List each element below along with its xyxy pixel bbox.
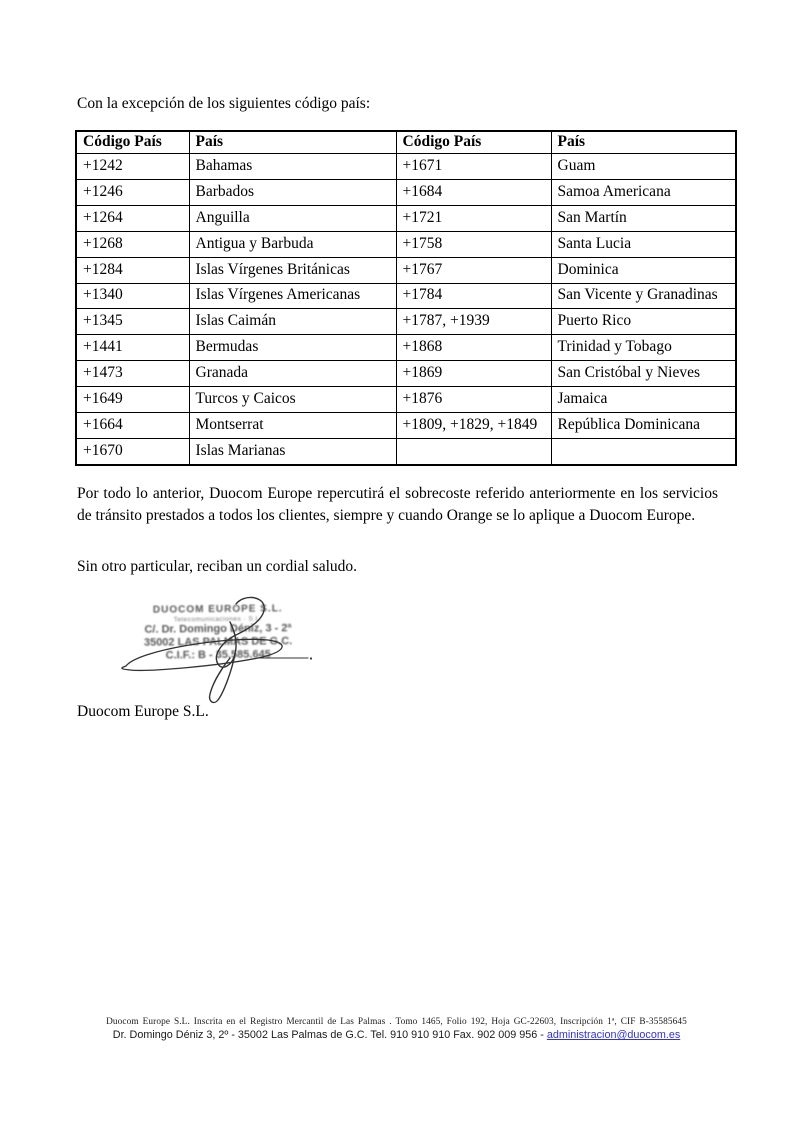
table-row xyxy=(76,335,736,361)
table-cell: Santa Lucia xyxy=(551,231,736,257)
table-cell: +1721 xyxy=(396,205,551,231)
footer-contact-text: Dr. Domingo Déniz 3, 2º - 35002 Las Palmas de G.C. Tel. 910 910 910 Fax. 902 009 956 - xyxy=(112,1029,547,1041)
table-row xyxy=(76,413,736,439)
table-cell: +1671 xyxy=(396,154,551,180)
stamp-subtitle-line: Telecomunicaciones · S.L. xyxy=(173,615,263,624)
table-cell: Trinidad y Tobago xyxy=(551,335,736,361)
table-row xyxy=(76,257,736,283)
table-cell: +1869 xyxy=(396,361,551,387)
table-cell: +1664 xyxy=(76,413,189,439)
table-cell: +1809, +1829, +1849 xyxy=(396,413,551,439)
table-cell: +1758 xyxy=(396,231,551,257)
table-row xyxy=(76,179,736,205)
table-cell: +1767 xyxy=(396,257,551,283)
stamp-cif-line: C.I.F.: B - 35.585.645 xyxy=(165,648,271,662)
footer-email-link[interactable]: administracion@duocom.es xyxy=(546,1029,681,1041)
signature-company-name: Duocom Europe S.L. xyxy=(77,703,209,720)
table-cell: +1787, +1939 xyxy=(396,309,551,335)
table-header-cell: País xyxy=(189,131,396,154)
table-cell: Islas Vírgenes Americanas xyxy=(189,283,396,309)
table-cell: +1876 xyxy=(396,387,551,413)
table-row xyxy=(76,131,736,154)
table-cell: +1649 xyxy=(76,387,189,413)
table-cell: San Cristóbal y Nieves xyxy=(551,361,736,387)
table-cell: Anguilla xyxy=(189,205,396,231)
table-cell: Turcos y Caicos xyxy=(189,387,396,413)
table-cell: +1784 xyxy=(396,283,551,309)
table-row xyxy=(76,154,736,180)
table-header-row xyxy=(76,131,736,154)
stamp-address-line: C/. Dr. Domingo Déniz, 3 - 2ª xyxy=(144,622,292,637)
stamp-city-line: 35002 LAS PALMAS DE G.C. xyxy=(143,635,293,650)
table-cell: +1242 xyxy=(76,154,189,180)
country-codes-table xyxy=(75,130,737,466)
table-body xyxy=(76,154,736,466)
table-row xyxy=(76,438,736,465)
table-cell: Islas Vírgenes Británicas xyxy=(189,257,396,283)
table-row xyxy=(76,309,736,335)
table-cell: Montserrat xyxy=(189,413,396,439)
table-cell: +1246 xyxy=(76,179,189,205)
table-cell: Jamaica xyxy=(551,387,736,413)
table-row xyxy=(76,283,736,309)
table-cell: Granada xyxy=(189,361,396,387)
table-cell: +1684 xyxy=(396,179,551,205)
table-cell: Islas Caimán xyxy=(189,309,396,335)
handwritten-signature xyxy=(108,592,318,707)
table-cell: San Martín xyxy=(551,205,736,231)
footer-contact-line xyxy=(0,1029,793,1041)
table-cell: +1441 xyxy=(76,335,189,361)
intro-line: Con la excepción de los siguientes código país: xyxy=(77,95,371,112)
table-cell xyxy=(551,438,736,465)
table-cell: +1868 xyxy=(396,335,551,361)
table-cell: Islas Marianas xyxy=(189,438,396,465)
table-cell: Guam xyxy=(551,154,736,180)
stamp-company-line: DUOCOM EUROPE S.L. xyxy=(152,603,283,616)
table-cell xyxy=(396,438,551,465)
table-cell: +1345 xyxy=(76,309,189,335)
table-cell: Antigua y Barbuda xyxy=(189,231,396,257)
table-cell: Puerto Rico xyxy=(551,309,736,335)
table-cell: Barbados xyxy=(189,179,396,205)
table-cell: +1264 xyxy=(76,205,189,231)
footer-registry-line: Duocom Europe S.L. Inscrita en el Registro Mercantil de Las Palmas . Tomo 1465, Folio 192, Hoja GC-22603, Inscripción 1ª, CIF B-35585645 xyxy=(106,1017,687,1027)
table-cell: +1670 xyxy=(76,438,189,465)
page-footer xyxy=(0,1017,793,1041)
table-cell: República Dominicana xyxy=(551,413,736,439)
closing-line: Sin otro particular, reciban un cordial saludo. xyxy=(77,558,358,575)
table-row xyxy=(76,387,736,413)
table-cell: +1473 xyxy=(76,361,189,387)
table-cell: Samoa Americana xyxy=(551,179,736,205)
table-cell: Bahamas xyxy=(189,154,396,180)
table-header-cell: País xyxy=(551,131,736,154)
table-cell: +1340 xyxy=(76,283,189,309)
table-header-cell: Código País xyxy=(396,131,551,154)
table-cell: Dominica xyxy=(551,257,736,283)
table-cell: +1284 xyxy=(76,257,189,283)
body-paragraph: Por todo lo anterior, Duocom Europe repercutirá el sobrecoste referido anteriormente en los servicios de tránsito prestados a todos los clientes, siempre y cuando Orange se lo aplique a Duocom Europe. xyxy=(77,485,718,525)
table-row xyxy=(76,205,736,231)
table-cell: +1268 xyxy=(76,231,189,257)
table-row xyxy=(76,231,736,257)
table-row xyxy=(76,361,736,387)
table-header-cell: Código País xyxy=(76,131,189,154)
table-cell: Bermudas xyxy=(189,335,396,361)
table-cell: San Vicente y Granadinas xyxy=(551,283,736,309)
